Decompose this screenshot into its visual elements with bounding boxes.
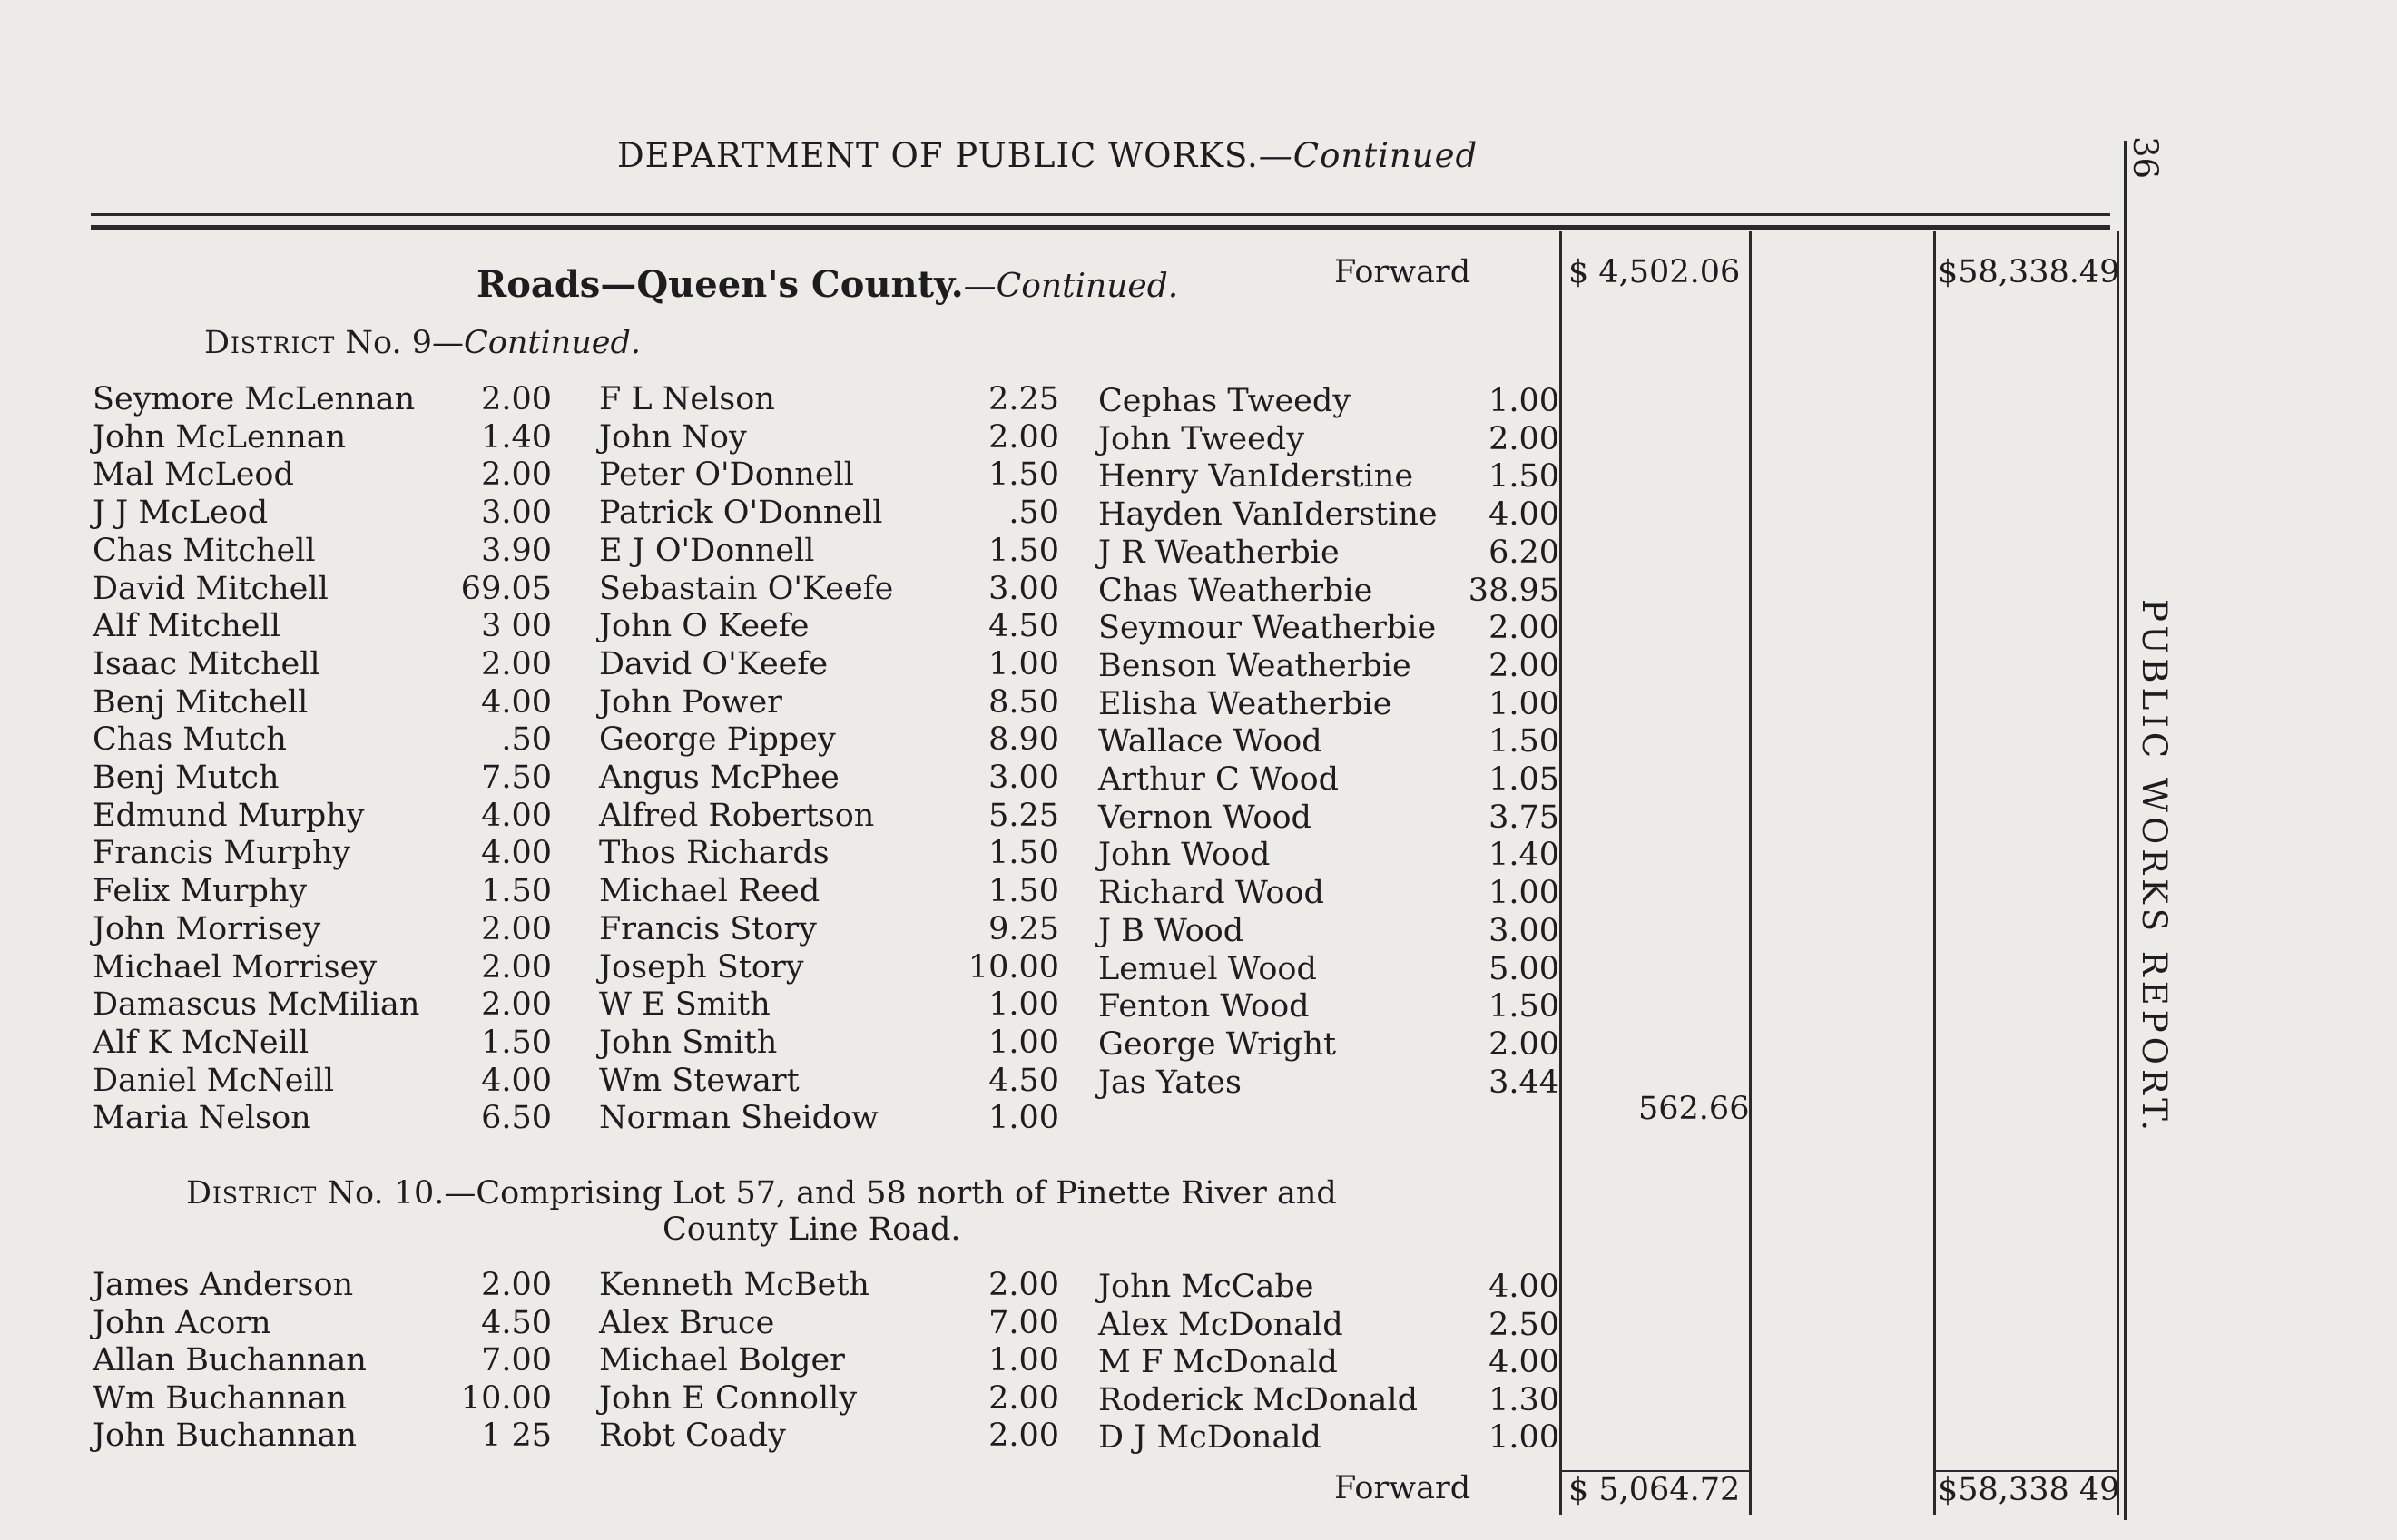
entry-amount: 2.00: [1488, 420, 1559, 457]
entry-name: John Morrisey: [93, 910, 321, 947]
entry-name: W E Smith: [599, 986, 771, 1024]
entry-name: Jas Yates: [1098, 1064, 1242, 1101]
money-col3-right-rule: [2117, 231, 2119, 1515]
entry-name: Cephas Tweedy: [1098, 383, 1351, 419]
entry-name: Patrick O'Donnell: [599, 495, 883, 532]
money-col1-right-rule: [1749, 231, 1752, 1515]
entry-name: Felix Murphy: [93, 873, 308, 910]
entry-name: M F McDonald: [1098, 1344, 1338, 1380]
entry-amount: 4.00: [481, 797, 552, 834]
entry-amount: 2.00: [1488, 647, 1559, 684]
entry-amount: 2.00: [481, 1267, 552, 1303]
forward-bottom-col3: $58,338 49: [1938, 1472, 2120, 1508]
entry-name: Thos Richards: [599, 835, 830, 872]
entry-amount: 2.00: [1488, 610, 1559, 647]
entry-amount: 6.20: [1488, 534, 1559, 571]
entry-name: Kenneth McBeth: [599, 1267, 869, 1303]
entry-amount: 4.00: [1488, 496, 1559, 534]
entry-amount: 2.00: [988, 1267, 1059, 1303]
entry-amount: .50: [1008, 495, 1059, 532]
entry-amount: 1.30: [1488, 1381, 1559, 1418]
entry-amount: 7.50: [481, 760, 552, 796]
entry-amount: 7.00: [481, 1342, 552, 1378]
entry-name: David O'Keefe: [599, 645, 829, 682]
section-title: Roads—Queen's County.: [476, 263, 964, 306]
entry-amount: 1.50: [1488, 988, 1559, 1025]
entry-amount: 2.00: [481, 948, 552, 986]
entry-name: Peter O'Donnell: [599, 456, 854, 494]
header-rule-bottom: [91, 225, 2110, 230]
entry-name: Wallace Wood: [1098, 723, 1322, 760]
entry-amount: 2.00: [481, 986, 552, 1024]
entry-name: George Pippey: [599, 721, 836, 759]
entry-name: Maria Nelson: [93, 1100, 311, 1137]
entry-amount: 5.00: [1488, 950, 1559, 987]
entry-amount: 2.00: [481, 910, 552, 947]
entry-name: Benson Weatherbie: [1098, 647, 1411, 684]
entry-name: John Buchannan: [93, 1417, 358, 1454]
entry-name: Francis Murphy: [93, 835, 351, 872]
money-col3-left-rule: [1933, 231, 1936, 1515]
entry-name: Norman Sheidow: [599, 1100, 879, 1137]
district9-heading: [204, 325, 641, 361]
entry-name: Richard Wood: [1098, 875, 1324, 912]
entry-amount: 4.00: [1488, 1269, 1559, 1305]
entry-name: Roderick McDonald: [1098, 1381, 1418, 1418]
forward-top-col1: $ 4,502.06: [1568, 254, 1741, 290]
entry-name: Mal McLeod: [93, 456, 294, 494]
entry-amount: 2.50: [1488, 1306, 1559, 1343]
entry-amount: 1.50: [1488, 458, 1559, 495]
forward-top-col3: $58,338.49: [1938, 254, 2120, 290]
entry-name: F L Nelson: [599, 381, 775, 417]
entry-amount: 1.00: [1488, 685, 1559, 722]
entry-amount: 1.50: [988, 532, 1059, 569]
entry-amount: 3.90: [481, 532, 552, 569]
entry-amount: 7.00: [988, 1304, 1059, 1341]
entry-name: John Noy: [599, 418, 747, 456]
entry-amount: 10.00: [460, 1379, 552, 1417]
side-title: PUBLIC WORKS REPORT.: [2135, 599, 2174, 1136]
entry-name: John Tweedy: [1098, 420, 1304, 457]
entry-name: J J McLeod: [93, 495, 269, 532]
entry-amount: 8.50: [988, 683, 1059, 721]
entry-name: Allan Buchannan: [93, 1342, 367, 1378]
entry-name: Alf Mitchell: [93, 608, 280, 645]
entry-name: Edmund Murphy: [93, 797, 365, 834]
entry-amount: 2.25: [988, 381, 1059, 417]
district10-label-line1: No. 10.—Comprising Lot 57, and 58 north of Pinette River and: [327, 1175, 1337, 1211]
entry-name: Alfred Robertson: [599, 797, 875, 834]
entry-amount: 69.05: [460, 570, 552, 607]
entry-name: Elisha Weatherbie: [1098, 685, 1392, 722]
entry-amount: 1.50: [481, 873, 552, 910]
entry-name: Chas Weatherbie: [1098, 572, 1373, 609]
entry-amount: 1.50: [988, 873, 1059, 910]
entry-amount: 4.00: [1488, 1344, 1559, 1380]
district9-label: No. 9—: [345, 325, 464, 361]
entry-amount: 2.00: [481, 645, 552, 682]
page-number: 36: [2126, 136, 2165, 180]
entry-name: Alf K McNeill: [93, 1024, 309, 1061]
entry-amount: 3.75: [1488, 799, 1559, 836]
entry-amount: 8.90: [988, 721, 1059, 759]
entry-amount: 3.00: [481, 495, 552, 532]
entry-name: John McLennan: [93, 418, 347, 456]
entry-name: Fenton Wood: [1098, 988, 1310, 1025]
entry-amount: 1.50: [1488, 723, 1559, 760]
entry-name: John McCabe: [1098, 1269, 1314, 1305]
district10-label-prefix: District: [186, 1175, 318, 1211]
entry-amount: 38.95: [1468, 572, 1559, 609]
entry-name: Seymore McLennan: [93, 381, 416, 417]
district10-label-line2: County Line Road.: [663, 1211, 961, 1248]
entry-name: Chas Mitchell: [93, 532, 316, 569]
entry-amount: 4.50: [988, 608, 1059, 645]
entry-name: Isaac Mitchell: [93, 645, 320, 682]
entry-amount: 3 00: [481, 608, 552, 645]
district9-label-suffix: Continued.: [464, 325, 641, 361]
money-col1-left-rule: [1559, 231, 1562, 1515]
entry-name: Hayden VanIderstine: [1098, 496, 1438, 534]
forward-bottom-col1: $ 5,064.72: [1568, 1472, 1741, 1508]
section-heading: [476, 263, 1178, 306]
entry-amount: 1.50: [988, 456, 1059, 494]
forward-top-label: Forward: [1334, 254, 1471, 290]
entry-name: Alex Bruce: [599, 1304, 775, 1341]
entry-amount: 1 25: [481, 1417, 552, 1454]
entry-amount: 2.00: [988, 1379, 1059, 1417]
entry-name: Francis Story: [599, 910, 817, 947]
entry-amount: 2.00: [1488, 1025, 1559, 1063]
entry-name: Michael Reed: [599, 873, 820, 910]
entry-name: John Wood: [1098, 837, 1271, 874]
entry-amount: 2.00: [988, 1417, 1059, 1454]
entry-amount: .50: [501, 721, 552, 759]
entry-name: Arthur C Wood: [1098, 761, 1340, 798]
entry-amount: 1.00: [988, 986, 1059, 1024]
entry-amount: 1.00: [988, 645, 1059, 682]
header-title-suffix: —Continued: [1258, 136, 1478, 175]
page-right-rule: [2124, 141, 2127, 1520]
entry-name: Seymour Weatherbie: [1098, 610, 1437, 647]
forward-bottom-label: Forward: [1334, 1470, 1471, 1506]
page-header: [617, 136, 1478, 175]
entry-name: John O Keefe: [599, 608, 810, 645]
entry-name: Joseph Story: [599, 948, 804, 986]
entry-amount: 10.00: [968, 948, 1059, 986]
entry-name: E J O'Donnell: [599, 532, 815, 569]
entry-amount: 4.00: [481, 683, 552, 721]
entry-name: James Anderson: [93, 1267, 354, 1303]
entry-name: Lemuel Wood: [1098, 950, 1317, 987]
entry-amount: 2.00: [481, 381, 552, 417]
entry-name: J R Weatherbie: [1098, 534, 1340, 571]
entry-name: Chas Mutch: [93, 721, 287, 759]
entry-amount: 5.25: [988, 797, 1059, 834]
entry-amount: 6.50: [481, 1100, 552, 1137]
entry-name: George Wright: [1098, 1025, 1337, 1063]
entry-name: Michael Bolger: [599, 1342, 845, 1378]
entry-amount: 1.40: [481, 418, 552, 456]
entry-amount: 4.00: [481, 835, 552, 872]
entry-amount: 3.00: [988, 570, 1059, 607]
entry-name: Benj Mitchell: [93, 683, 309, 721]
district10-heading-line1: [186, 1175, 1337, 1211]
entry-name: Robt Coady: [599, 1417, 786, 1454]
entry-amount: 1.00: [1488, 383, 1559, 419]
entry-name: Vernon Wood: [1098, 799, 1311, 836]
header-rule-top: [91, 213, 2110, 216]
entry-name: Sebastain O'Keefe: [599, 570, 894, 607]
entry-name: Benj Mutch: [93, 760, 280, 796]
entry-amount: 9.25: [988, 910, 1059, 947]
entry-name: David Mitchell: [93, 570, 329, 607]
entry-name: Angus McPhee: [599, 760, 840, 796]
entry-amount: 1.00: [1488, 875, 1559, 912]
entry-amount: 1.40: [1488, 837, 1559, 874]
entry-amount: 4.50: [481, 1304, 552, 1341]
district9-total: 562.66: [1638, 1091, 1750, 1127]
entry-name: John Smith: [599, 1024, 778, 1061]
entry-amount: 1.00: [988, 1024, 1059, 1061]
entry-name: John E Connolly: [599, 1379, 858, 1417]
entry-name: Alex McDonald: [1098, 1306, 1343, 1343]
entry-amount: 1.00: [1488, 1419, 1559, 1456]
entry-amount: 2.00: [481, 456, 552, 494]
entry-amount: 1.05: [1488, 761, 1559, 798]
entry-amount: 2.00: [988, 418, 1059, 456]
section-title-suffix: —Continued.: [963, 268, 1179, 305]
entry-name: Damascus McMilian: [93, 986, 420, 1024]
entry-name: J B Wood: [1098, 912, 1244, 949]
entry-amount: 4.00: [481, 1062, 552, 1099]
entry-amount: 3.00: [1488, 912, 1559, 949]
entry-name: Michael Morrisey: [93, 948, 378, 986]
entry-amount: 1.50: [481, 1024, 552, 1061]
entry-name: John Acorn: [93, 1304, 271, 1341]
entry-amount: 1.00: [988, 1342, 1059, 1378]
entry-name: Daniel McNeill: [93, 1062, 335, 1099]
entry-name: Henry VanIderstine: [1098, 458, 1414, 495]
entry-name: Wm Buchannan: [93, 1379, 348, 1417]
entry-name: D J McDonald: [1098, 1419, 1321, 1456]
entry-amount: 1.00: [988, 1100, 1059, 1137]
entry-amount: 3.44: [1488, 1064, 1559, 1101]
entry-name: Wm Stewart: [599, 1062, 800, 1099]
entry-name: John Power: [599, 683, 782, 721]
district9-label-prefix: District: [204, 325, 336, 361]
entry-amount: 1.50: [988, 835, 1059, 872]
entry-amount: 3.00: [988, 760, 1059, 796]
entry-amount: 4.50: [988, 1062, 1059, 1099]
header-title: DEPARTMENT OF PUBLIC WORKS.: [617, 136, 1259, 175]
